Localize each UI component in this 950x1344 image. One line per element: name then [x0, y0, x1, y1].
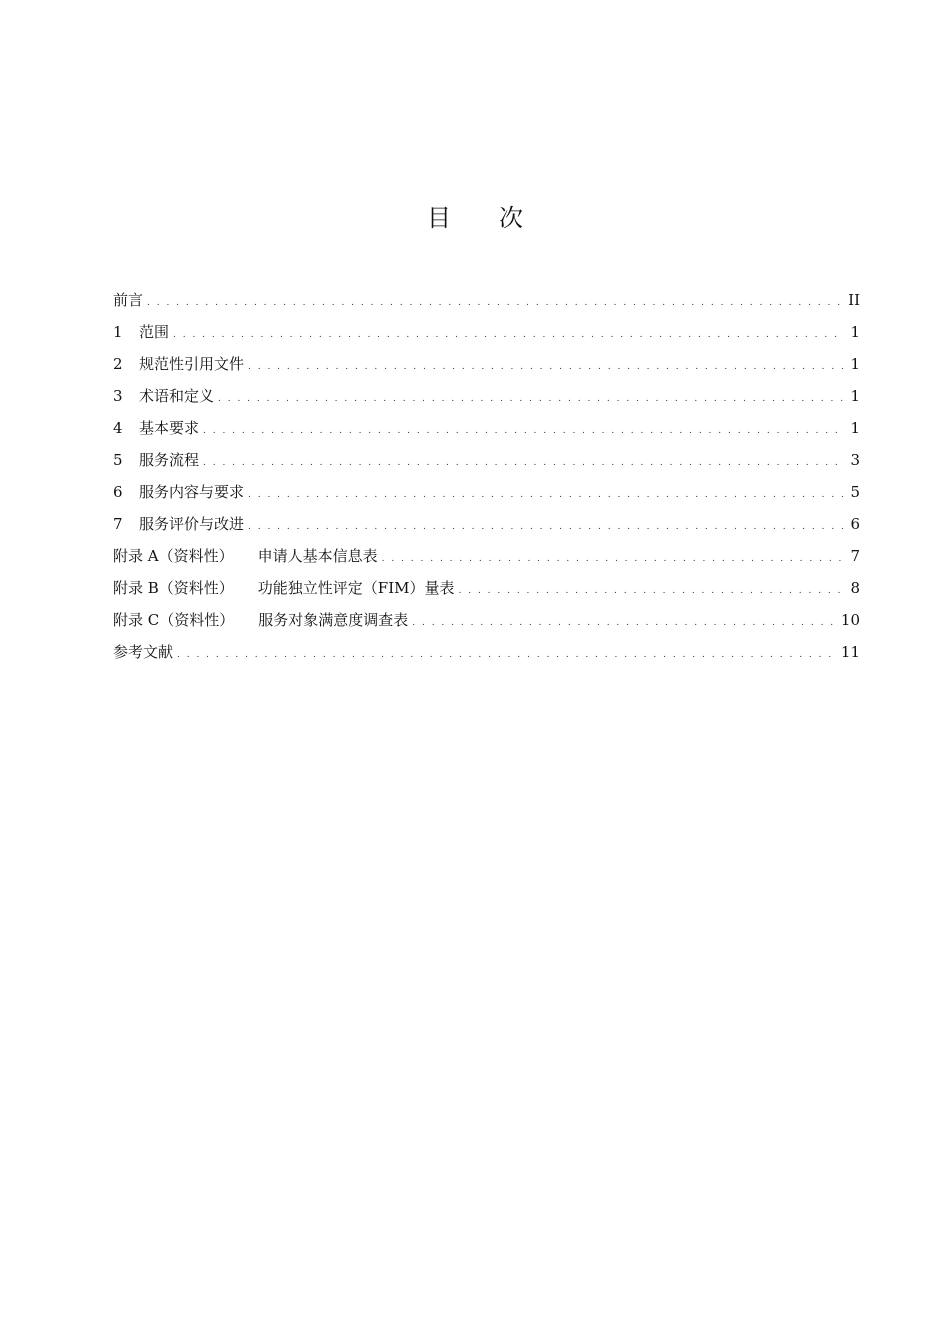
- toc-entry-appendix-c[interactable]: [113, 606, 860, 638]
- toc-dot-leader: [248, 510, 844, 541]
- toc-dot-leader: [203, 446, 844, 477]
- toc-entry-service-process[interactable]: [113, 446, 860, 478]
- toc-section-number: 3: [113, 387, 123, 405]
- toc-entry-appendix-a[interactable]: [113, 542, 860, 574]
- toc-dot-leader: [248, 350, 844, 381]
- toc-dot-leader: [203, 414, 844, 445]
- toc-entry-terms-definitions[interactable]: [113, 382, 860, 414]
- toc-entry-service-content[interactable]: [113, 478, 860, 510]
- toc-entry-appendix-b[interactable]: [113, 574, 860, 606]
- toc-section-number: 2: [113, 355, 123, 373]
- toc-entry-label: 范围: [139, 323, 170, 341]
- toc-section-number: 7: [113, 515, 123, 533]
- toc-appendix-prefix: 附录 A（资料性）: [113, 547, 234, 565]
- toc-dot-leader: [412, 606, 835, 637]
- toc-entry-normative-references[interactable]: [113, 350, 860, 382]
- toc-entry-label: 基本要求: [139, 419, 200, 437]
- toc-page-number: 5: [850, 483, 860, 501]
- toc-section-number: 6: [113, 483, 123, 501]
- toc-entry-label: 服务对象满意度调查表: [258, 611, 409, 629]
- toc-entry-label: 规范性引用文件: [139, 355, 245, 373]
- toc-dot-leader: [248, 478, 844, 509]
- toc-page-number: 6: [850, 515, 860, 533]
- toc-section-number: 5: [113, 451, 123, 469]
- toc-entry-service-evaluation[interactable]: [113, 510, 860, 542]
- toc-entry-label: 参考文献: [113, 643, 174, 661]
- toc-section-number: 1: [113, 323, 123, 341]
- toc-section-number: 4: [113, 419, 123, 437]
- toc-page-number: 11: [840, 643, 860, 661]
- toc-page-number: II: [848, 291, 860, 309]
- toc-entry-label: 功能独立性评定（FIM）量表: [257, 579, 455, 597]
- toc-entry-label: 服务流程: [139, 451, 200, 469]
- toc-entry-foreword[interactable]: [113, 286, 860, 318]
- toc-page-number: 1: [850, 355, 860, 373]
- page-title-char-2: 次: [499, 204, 523, 232]
- toc-appendix-prefix: 附录 C（资料性）: [113, 611, 235, 629]
- toc-dot-leader: [177, 638, 835, 669]
- toc-entry-label: 术语和定义: [139, 387, 215, 405]
- toc-entry-bibliography[interactable]: [113, 638, 860, 670]
- toc-dot-leader: [147, 286, 842, 317]
- toc-entry-label: 前言: [113, 291, 144, 309]
- toc-page-number: 7: [850, 547, 860, 565]
- toc-entry-basic-requirements[interactable]: [113, 414, 860, 446]
- toc-entry-label: 服务评价与改进: [139, 515, 245, 533]
- toc-entry-label: 申请人基本信息表: [257, 547, 378, 565]
- toc-dot-leader: [218, 382, 844, 413]
- toc-page-number: 1: [850, 419, 860, 437]
- table-of-contents: [113, 286, 860, 670]
- toc-dot-leader: [173, 318, 844, 349]
- toc-page-number: 1: [850, 323, 860, 341]
- toc-page-number: 3: [850, 451, 860, 469]
- page-title-char-1: 目: [427, 204, 451, 232]
- toc-dot-leader: [459, 574, 845, 605]
- page-title: [0, 200, 950, 236]
- toc-page-number: 8: [850, 579, 860, 597]
- toc-entry-label: 服务内容与要求: [139, 483, 245, 501]
- toc-dot-leader: [382, 542, 844, 573]
- toc-appendix-prefix: 附录 B（资料性）: [113, 579, 234, 597]
- toc-page-number: 1: [850, 387, 860, 405]
- toc-entry-scope[interactable]: [113, 318, 860, 350]
- toc-page-number: 10: [840, 611, 860, 629]
